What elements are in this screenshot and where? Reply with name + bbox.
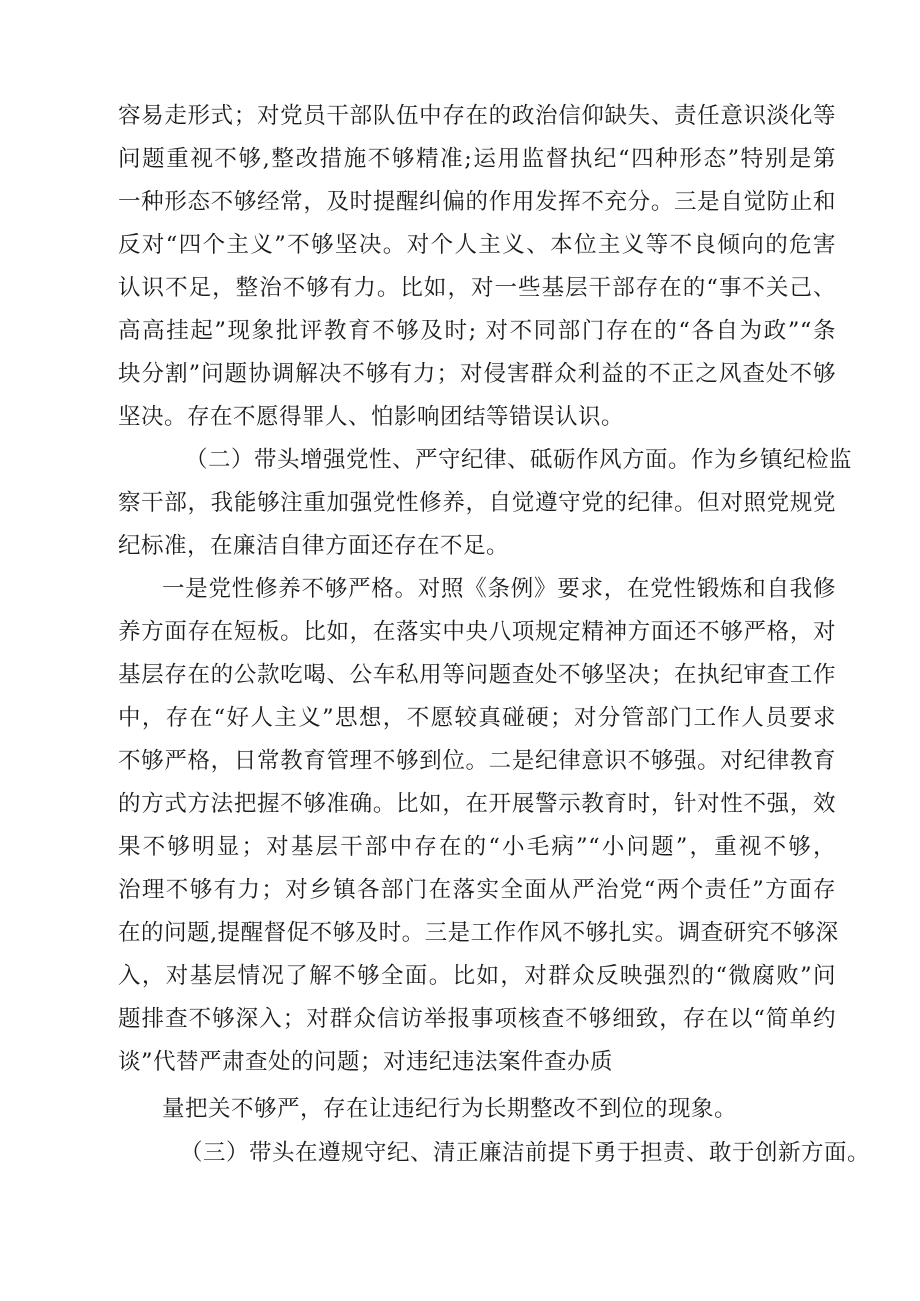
paragraph-start: 一是党性修养不够严格。对照《条例》要求，在党性锻炼和自我修 xyxy=(162,576,836,602)
text-line: 治理不够有力；对乡镇各部门在落实全面从严治党“两个责任”方面存 xyxy=(118,877,836,903)
text-line: 的方式方法把握不够准确。比如，在开展警示教育时，针对性不强，效 xyxy=(118,791,836,817)
text-line: 坚决。存在不愿得罪人、怕影响团结等错误认识。 xyxy=(118,404,625,430)
text-line: 不够严格，日常教育管理不够到位。二是纪律意识不够强。对纪律教育 xyxy=(118,748,836,774)
text-line: 养方面存在短板。比如，在落实中央八项规定精神方面还不够严格，对 xyxy=(118,619,836,645)
text-line: 中，存在“好人主义”思想，不愿较真碰硬；对分管部门工作人员要求 xyxy=(118,705,836,731)
text-line: 谈”代替严肃查处的问题；对违纪违法案件查办质 xyxy=(118,1049,614,1075)
text-line: 一种形态不够经常，及时提醒纠偏的作用发挥不充分。三是自觉防止和 xyxy=(118,189,836,215)
text-line: 问题重视不够,整改措施不够精准;运用监督执纪“四种形态”特别是第 xyxy=(118,146,836,172)
text-line: 纪标准，在廉洁自律方面还存在不足。 xyxy=(118,533,510,559)
text-line: 果不够明显；对基层干部中存在的“小毛病”“小问题”，重视不够， xyxy=(118,834,836,860)
text-line: 认识不足，整治不够有力。比如，对一些基层干部存在的“事不关己、 xyxy=(118,275,836,301)
text-line: 反对“四个主义”不够坚决。对个人主义、本位主义等不良倾向的危害 xyxy=(118,232,836,258)
text-line: 题排查不够深入；对群众信访举报事项核查不够细致，存在以“简单约 xyxy=(118,1006,836,1032)
text-line: 块分割”问题协调解决不够有力；对侵害群众利益的不正之风查处不够 xyxy=(118,361,836,387)
text-line: 容易走形式；对党员干部队伍中存在的政治信仰缺失、责任意识淡化等 xyxy=(118,103,836,129)
text-line: 基层存在的公款吃喝、公车私用等问题查处不够坚决；在执纪审查工作 xyxy=(118,662,836,688)
section-heading-3: （三）带头在遵规守纪、清正廉洁前提下勇于担责、敢于创新方面。 xyxy=(180,1140,871,1166)
text-line: 入，对基层情况了解不够全面。比如，对群众反映强烈的“微腐败”问 xyxy=(118,963,836,989)
text-line: 高高挂起”现象批评教育不够及时; 对不同部门存在的“各自为政”“条 xyxy=(118,318,836,344)
section-heading-2: （二）带头增强党性、严守纪律、砥砺作风方面。作为乡镇纪检监 xyxy=(185,447,853,473)
text-line: 察干部，我能够注重加强党性修养，自觉遵守党的纪律。但对照党规党 xyxy=(118,490,836,516)
text-line: 在的问题,提醒督促不够及时。三是工作作风不够扎实。调查研究不够深 xyxy=(118,920,839,946)
text-line: 量把关不够严，存在让违纪行为长期整改不到位的现象。 xyxy=(162,1096,738,1122)
